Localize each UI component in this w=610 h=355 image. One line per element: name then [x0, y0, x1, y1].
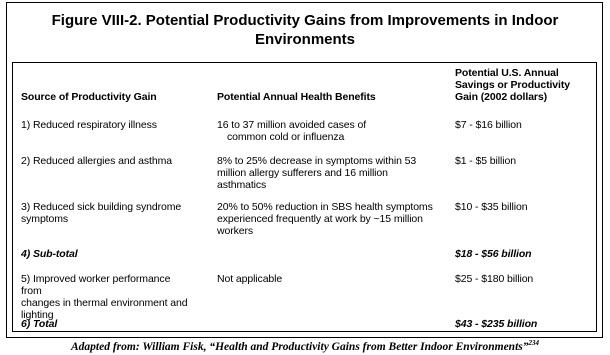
row-3-benefit-line-3: workers [217, 225, 254, 237]
row-2-source-line: 2) Reduced allergies and asthma [21, 155, 172, 167]
row-4-source [21, 248, 191, 260]
row-3-source-line-1: 3) Reduced sick building syndrome [21, 201, 182, 213]
row-2-benefit-line-3: asthmatics [217, 179, 267, 191]
row-2-benefit [217, 155, 449, 191]
row-4-savings: $18 - $56 billion [455, 248, 532, 260]
row-5-source-line-2: changes in thermal environment and [21, 297, 188, 309]
row-5-source-line-3: lighting [21, 309, 54, 321]
title-line-1: Figure VIII-2. Potential Productivity Gains from Improvements in Indoor [51, 12, 559, 29]
title-line-2: Environments [254, 31, 356, 48]
row-5-benefit-line-1: Not applicable [217, 273, 283, 285]
header-savings-line-3: Gain (2002 dollars) [455, 91, 548, 103]
row-5-benefit [217, 273, 449, 285]
row-5-source [21, 273, 191, 321]
row-5-source-line-1: 5) Improved worker performance from [21, 273, 171, 297]
row-1-source-line: 1) Reduced respiratory illness [21, 119, 157, 131]
source-caption [0, 341, 610, 354]
row-1-benefit [217, 119, 449, 143]
row-3-source [21, 201, 191, 225]
row-3-benefit-line-1: 20% to 50% reduction in SBS health symptoms [217, 201, 433, 213]
row-3-benefit-line-2: experienced frequently at work by ~15 million [217, 213, 423, 225]
row-6-savings: $43 - $235 billion [455, 318, 538, 330]
row-6-source [21, 318, 191, 330]
row-6-source-line: 6) Total [21, 318, 58, 330]
row-2-source [21, 155, 191, 167]
row-2-savings: $1 - $5 billion [455, 155, 516, 167]
header-source: Source of Productivity Gain [21, 91, 157, 103]
header-savings-line-2: Savings or Productivity [455, 79, 570, 91]
row-4-source-line: 4) Sub-total [21, 248, 78, 260]
header-benefits: Potential Annual Health Benefits [217, 91, 376, 103]
row-3-savings: $10 - $35 billion [455, 201, 528, 213]
header-savings-line-1: Potential U.S. Annual [455, 67, 559, 79]
row-1-benefit-line-2: common cold or influenza [227, 131, 345, 143]
caption-reference: 234 [528, 339, 539, 348]
row-5-savings: $25 - $180 billion [455, 273, 534, 285]
header-savings [455, 67, 593, 103]
row-3-source-line-2: symptoms [21, 213, 69, 225]
row-1-source [21, 119, 191, 131]
row-1-benefit-line-1: 16 to 37 million avoided cases of [217, 119, 367, 131]
row-3-benefit [217, 201, 449, 237]
row-2-benefit-line-1: 8% to 25% decrease in symptoms within 53 [217, 155, 417, 167]
caption-text: Adapted from: William Fisk, “Health and Productivity Gains from Better Indoor Environments” [71, 341, 529, 353]
row-2-benefit-line-2: million allergy sufferers and 16 million [217, 167, 388, 179]
row-1-savings: $7 - $16 billion [455, 119, 522, 131]
figure-title [0, 11, 610, 49]
